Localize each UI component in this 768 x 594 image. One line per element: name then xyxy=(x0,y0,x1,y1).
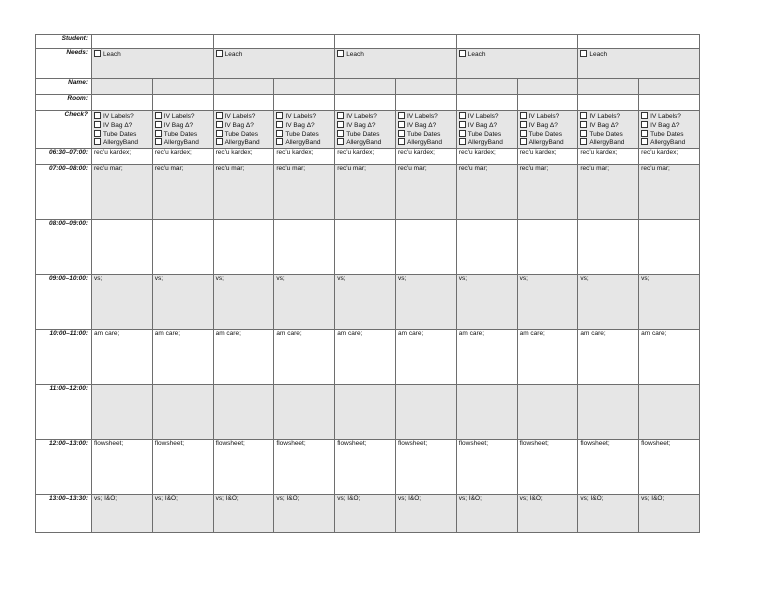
check-item-checkbox[interactable] xyxy=(216,121,223,128)
schedule-row xyxy=(36,149,700,165)
check-item-checkbox[interactable] xyxy=(337,130,344,137)
schedule-cell[interactable] xyxy=(92,220,153,275)
room-cell[interactable] xyxy=(639,95,700,111)
schedule-cell[interactable]: rec'u kardex; xyxy=(92,149,153,165)
room-cell[interactable] xyxy=(578,95,639,111)
schedule-cell[interactable]: rec'u kardex; xyxy=(335,149,396,165)
check-cell xyxy=(213,111,274,149)
schedule-cell[interactable] xyxy=(456,220,517,275)
leach-checkbox[interactable] xyxy=(580,50,587,57)
name-cell[interactable] xyxy=(517,79,578,95)
check-item xyxy=(337,112,393,121)
schedule-cell[interactable]: vs; xyxy=(335,275,396,330)
schedule-cell[interactable]: vs; I&O; xyxy=(274,495,335,533)
schedule-cell[interactable] xyxy=(152,220,213,275)
time-slot-label: 06:30–07:00: xyxy=(36,149,92,165)
schedule-cell[interactable] xyxy=(213,385,274,440)
schedule-cell[interactable] xyxy=(92,385,153,440)
check-item-label: AllergyBand xyxy=(589,139,625,147)
check-item-checkbox[interactable] xyxy=(459,138,466,145)
check-item xyxy=(641,121,697,130)
schedule-cell[interactable]: vs; xyxy=(639,275,700,330)
student-cell[interactable] xyxy=(335,35,457,49)
schedule-cell[interactable]: rec'u kardex; xyxy=(456,149,517,165)
time-slot-label: 12:00–13:00: xyxy=(36,440,92,495)
check-item-label: IV Labels? xyxy=(103,113,134,120)
schedule-cell[interactable]: rec'u mar; xyxy=(456,165,517,220)
check-item-checkbox[interactable] xyxy=(276,112,283,119)
check-item-checkbox[interactable] xyxy=(155,130,162,137)
schedule-cell[interactable]: flowsheet; xyxy=(395,440,456,495)
check-item xyxy=(398,130,454,139)
schedule-cell[interactable]: flowsheet; xyxy=(274,440,335,495)
check-item-checkbox[interactable] xyxy=(94,138,101,145)
room-cell[interactable] xyxy=(274,95,335,111)
schedule-cell[interactable]: flowsheet; xyxy=(639,440,700,495)
check-item-checkbox[interactable] xyxy=(520,130,527,137)
check-item-checkbox[interactable] xyxy=(155,138,162,145)
check-cell xyxy=(152,111,213,149)
check-item xyxy=(94,112,150,121)
check-item-checkbox[interactable] xyxy=(155,112,162,119)
check-item xyxy=(155,121,211,130)
schedule-cell[interactable] xyxy=(395,385,456,440)
schedule-cell[interactable]: rec'u mar; xyxy=(578,165,639,220)
schedule-cell[interactable]: flowsheet; xyxy=(92,440,153,495)
check-item-label: Tube Dates xyxy=(224,130,258,138)
schedule-row xyxy=(36,495,700,533)
schedule-cell[interactable]: am care; xyxy=(517,330,578,385)
check-item-label: IV Labels? xyxy=(346,113,377,120)
check-item-checkbox[interactable] xyxy=(459,130,466,137)
check-item-checkbox[interactable] xyxy=(398,112,405,119)
schedule-cell[interactable]: vs; I&O; xyxy=(395,495,456,533)
leach-checkbox[interactable] xyxy=(216,50,223,57)
check-item-checkbox[interactable] xyxy=(155,121,162,128)
check-item-label: IV Labels? xyxy=(224,113,256,120)
check-cell xyxy=(92,111,153,149)
check-item-checkbox[interactable] xyxy=(641,130,648,137)
student-row xyxy=(36,35,700,49)
check-cell xyxy=(639,111,700,149)
check-item-label: IV Bag Δ? xyxy=(285,121,315,129)
schedule-cell[interactable]: am care; xyxy=(456,330,517,385)
schedule-cell[interactable]: flowsheet; xyxy=(517,440,578,495)
check-item-label: AllergyBand xyxy=(103,139,139,147)
check-item-checkbox[interactable] xyxy=(520,112,527,119)
time-slot-label: 13:00–13:30: xyxy=(36,495,92,533)
check-item-label: IV Bag Δ? xyxy=(650,121,680,129)
schedule-cell[interactable]: rec'u kardex; xyxy=(395,149,456,165)
student-cell[interactable] xyxy=(213,35,335,49)
schedule-cell[interactable] xyxy=(335,220,396,275)
leach-checkbox[interactable] xyxy=(459,50,466,57)
check-item xyxy=(459,138,515,147)
check-item xyxy=(398,121,454,130)
check-item-label: IV Bag Δ? xyxy=(589,121,619,129)
leach-label: Leach xyxy=(103,51,121,58)
check-item-label: AllergyBand xyxy=(406,139,443,147)
needs-cell xyxy=(335,49,457,79)
check-item-checkbox[interactable] xyxy=(94,130,101,137)
schedule-cell[interactable]: rec'u mar; xyxy=(152,165,213,220)
check-item xyxy=(580,130,636,139)
check-item-checkbox[interactable] xyxy=(520,138,527,145)
schedule-cell[interactable]: vs; xyxy=(578,275,639,330)
schedule-row xyxy=(36,220,700,275)
check-item-label: IV Bag Δ? xyxy=(528,121,558,129)
leach-label: Leach xyxy=(224,51,243,58)
student-cell[interactable] xyxy=(456,35,578,49)
check-item-label: IV Labels? xyxy=(406,113,438,120)
leach-label: Leach xyxy=(467,51,486,58)
check-cell xyxy=(517,111,578,149)
room-cell[interactable] xyxy=(517,95,578,111)
check-item-checkbox[interactable] xyxy=(398,121,405,128)
check-item-checkbox[interactable] xyxy=(580,121,587,128)
check-item xyxy=(580,121,636,130)
schedule-cell[interactable]: vs; xyxy=(395,275,456,330)
check-item xyxy=(398,138,454,147)
check-item-label: IV Labels? xyxy=(650,113,681,120)
check-item-label: Tube Dates xyxy=(406,130,441,138)
room-cell[interactable] xyxy=(456,95,517,111)
schedule-cell[interactable]: flowsheet; xyxy=(213,440,274,495)
schedule-cell[interactable] xyxy=(335,385,396,440)
check-cell xyxy=(578,111,639,149)
check-item-label: IV Bag Δ? xyxy=(406,121,437,129)
name-cell[interactable] xyxy=(152,79,213,95)
check-item-checkbox[interactable] xyxy=(580,130,587,137)
check-item xyxy=(580,112,636,121)
name-cell[interactable] xyxy=(274,79,335,95)
check-item-label: AllergyBand xyxy=(163,139,199,147)
schedule-cell[interactable]: rec'u mar; xyxy=(213,165,274,220)
check-item-checkbox[interactable] xyxy=(398,138,405,145)
schedule-cell[interactable] xyxy=(213,220,274,275)
check-item-checkbox[interactable] xyxy=(398,130,405,137)
check-item xyxy=(276,112,332,121)
needs-cell xyxy=(578,49,700,79)
schedule-row xyxy=(36,165,700,220)
nursing-schedule-table xyxy=(35,34,700,533)
name-cell[interactable] xyxy=(92,79,153,95)
check-item-label: AllergyBand xyxy=(650,139,686,147)
check-item-label: IV Labels? xyxy=(163,113,195,120)
time-slot-label: 11:00–12:00: xyxy=(36,385,92,440)
room-cell[interactable] xyxy=(395,95,456,111)
check-row xyxy=(36,111,700,149)
time-slot-label: 09:00–10:00: xyxy=(36,275,92,330)
name-cell[interactable] xyxy=(335,79,396,95)
check-item xyxy=(520,130,576,139)
check-item-label: Tube Dates xyxy=(163,130,198,138)
check-item xyxy=(216,138,272,147)
check-item-checkbox[interactable] xyxy=(641,138,648,145)
schedule-cell[interactable]: rec'u mar; xyxy=(395,165,456,220)
check-item-label: AllergyBand xyxy=(285,139,321,147)
name-label: Name: xyxy=(36,79,92,95)
schedule-cell[interactable] xyxy=(639,385,700,440)
check-item-checkbox[interactable] xyxy=(580,138,587,145)
schedule-cell[interactable] xyxy=(517,220,578,275)
needs-cell xyxy=(213,49,335,79)
check-item-checkbox[interactable] xyxy=(641,112,648,119)
check-item-checkbox[interactable] xyxy=(216,112,223,119)
student-cell[interactable] xyxy=(92,35,214,49)
check-item-label: Tube Dates xyxy=(650,130,684,138)
schedule-cell[interactable]: am care; xyxy=(578,330,639,385)
needs-cell xyxy=(92,49,214,79)
schedule-cell[interactable]: rec'u mar; xyxy=(92,165,153,220)
check-item-checkbox[interactable] xyxy=(580,112,587,119)
check-item-label: Tube Dates xyxy=(346,130,380,138)
schedule-row xyxy=(36,385,700,440)
check-item xyxy=(216,121,272,130)
schedule-cell[interactable]: rec'u kardex; xyxy=(274,149,335,165)
check-item-label: IV Labels? xyxy=(285,113,317,120)
check-item-label: IV Bag Δ? xyxy=(467,121,498,129)
schedule-cell[interactable]: rec'u mar; xyxy=(639,165,700,220)
check-item-checkbox[interactable] xyxy=(459,121,466,128)
student-label: Student: xyxy=(36,35,92,49)
name-cell[interactable] xyxy=(213,79,274,95)
schedule-cell[interactable]: flowsheet; xyxy=(335,440,396,495)
check-cell xyxy=(395,111,456,149)
check-cell xyxy=(456,111,517,149)
check-item-label: AllergyBand xyxy=(346,139,382,147)
time-slot-label: 07:00–08:00: xyxy=(36,165,92,220)
schedule-cell[interactable]: rec'u kardex; xyxy=(213,149,274,165)
schedule-cell[interactable]: vs; I&O; xyxy=(639,495,700,533)
leach-label: Leach xyxy=(589,51,608,58)
schedule-cell[interactable] xyxy=(152,385,213,440)
check-item-label: Tube Dates xyxy=(103,130,137,138)
check-item-label: AllergyBand xyxy=(224,139,260,147)
schedule-cell[interactable]: rec'u kardex; xyxy=(639,149,700,165)
check-item-checkbox[interactable] xyxy=(337,112,344,119)
check-item-checkbox[interactable] xyxy=(276,138,283,145)
check-item-label: IV Bag Δ? xyxy=(346,121,376,129)
check-item xyxy=(398,112,454,121)
check-item-checkbox[interactable] xyxy=(337,121,344,128)
check-item-label: IV Bag Δ? xyxy=(163,121,194,129)
name-row xyxy=(36,79,700,95)
name-cell[interactable] xyxy=(395,79,456,95)
schedule-cell[interactable] xyxy=(274,220,335,275)
schedule-cell[interactable]: vs; xyxy=(274,275,335,330)
check-item-label: IV Bag Δ? xyxy=(224,121,254,129)
check-item-checkbox[interactable] xyxy=(216,138,223,145)
schedule-cell[interactable]: vs; xyxy=(517,275,578,330)
needs-label: Needs: xyxy=(36,49,92,79)
check-item xyxy=(641,138,697,147)
check-item xyxy=(94,130,150,139)
name-cell[interactable] xyxy=(639,79,700,95)
check-item-label: Tube Dates xyxy=(589,130,623,138)
schedule-cell[interactable] xyxy=(517,385,578,440)
schedule-cell[interactable] xyxy=(639,220,700,275)
check-item-label: IV Labels? xyxy=(528,113,560,120)
check-item xyxy=(337,130,393,139)
check-item-label: Tube Dates xyxy=(285,130,319,138)
student-cell[interactable] xyxy=(578,35,700,49)
check-item-label: AllergyBand xyxy=(467,139,503,147)
check-item xyxy=(276,130,332,139)
check-cell xyxy=(335,111,396,149)
check-item-label: Tube Dates xyxy=(467,130,502,138)
check-item-checkbox[interactable] xyxy=(94,112,101,119)
check-item xyxy=(459,130,515,139)
check-item xyxy=(216,112,272,121)
schedule-cell[interactable]: am care; xyxy=(274,330,335,385)
check-label: Check? xyxy=(36,111,92,149)
check-item-checkbox[interactable] xyxy=(337,138,344,145)
check-item xyxy=(94,121,150,130)
schedule-cell[interactable]: flowsheet; xyxy=(152,440,213,495)
check-item xyxy=(520,138,576,147)
schedule-cell[interactable] xyxy=(456,385,517,440)
check-cell xyxy=(274,111,335,149)
check-item xyxy=(641,130,697,139)
check-item xyxy=(459,112,515,121)
check-item xyxy=(155,138,211,147)
schedule-cell[interactable]: vs; I&O; xyxy=(92,495,153,533)
check-item xyxy=(276,138,332,147)
check-item xyxy=(520,112,576,121)
schedule-cell[interactable]: am care; xyxy=(213,330,274,385)
check-item-checkbox[interactable] xyxy=(216,130,223,137)
schedule-cell[interactable]: vs; xyxy=(92,275,153,330)
schedule-row xyxy=(36,330,700,385)
schedule-cell[interactable]: rec'u mar; xyxy=(335,165,396,220)
schedule-cell[interactable] xyxy=(395,220,456,275)
check-item-checkbox[interactable] xyxy=(641,121,648,128)
check-item-label: AllergyBand xyxy=(528,139,564,147)
schedule-row xyxy=(36,275,700,330)
schedule-cell[interactable]: vs; I&O; xyxy=(517,495,578,533)
schedule-cell[interactable]: rec'u kardex; xyxy=(578,149,639,165)
schedule-row xyxy=(36,440,700,495)
check-item-checkbox[interactable] xyxy=(276,130,283,137)
schedule-cell[interactable]: vs; xyxy=(213,275,274,330)
check-item xyxy=(94,138,150,147)
check-item xyxy=(641,112,697,121)
room-cell[interactable] xyxy=(335,95,396,111)
time-slot-label: 08:00–09:00: xyxy=(36,220,92,275)
schedule-cell[interactable] xyxy=(578,220,639,275)
leach-checkbox[interactable] xyxy=(337,50,344,57)
needs-row xyxy=(36,49,700,79)
schedule-cell[interactable] xyxy=(274,385,335,440)
room-label: Room: xyxy=(36,95,92,111)
room-row xyxy=(36,95,700,111)
leach-label: Leach xyxy=(346,51,364,58)
check-item xyxy=(337,121,393,130)
schedule-cell[interactable]: vs; xyxy=(456,275,517,330)
schedule-cell[interactable]: vs; I&O; xyxy=(152,495,213,533)
check-item-label: IV Bag Δ? xyxy=(103,121,133,129)
time-slot-label: 10:00–11:00: xyxy=(36,330,92,385)
name-cell[interactable] xyxy=(456,79,517,95)
check-item xyxy=(276,121,332,130)
room-cell[interactable] xyxy=(92,95,153,111)
check-item-label: IV Labels? xyxy=(589,113,621,120)
check-item xyxy=(155,112,211,121)
name-cell[interactable] xyxy=(578,79,639,95)
room-cell[interactable] xyxy=(152,95,213,111)
check-item-label: Tube Dates xyxy=(528,130,562,138)
schedule-cell[interactable]: vs; I&O; xyxy=(456,495,517,533)
check-item xyxy=(459,121,515,130)
schedule-cell[interactable]: flowsheet; xyxy=(456,440,517,495)
check-item xyxy=(216,130,272,139)
check-item-label: IV Labels? xyxy=(467,113,499,120)
check-item xyxy=(155,130,211,139)
schedule-cell[interactable]: am care; xyxy=(335,330,396,385)
check-item xyxy=(520,121,576,130)
check-item-checkbox[interactable] xyxy=(459,112,466,119)
schedule-cell[interactable]: am care; xyxy=(395,330,456,385)
schedule-cell[interactable] xyxy=(578,385,639,440)
schedule-cell[interactable]: vs; xyxy=(152,275,213,330)
schedule-cell[interactable]: vs; I&O; xyxy=(335,495,396,533)
schedule-cell[interactable]: flowsheet; xyxy=(578,440,639,495)
schedule-cell[interactable]: vs; I&O; xyxy=(213,495,274,533)
check-item-checkbox[interactable] xyxy=(520,121,527,128)
room-cell[interactable] xyxy=(213,95,274,111)
leach-checkbox[interactable] xyxy=(94,50,101,57)
schedule-cell[interactable]: am care; xyxy=(92,330,153,385)
schedule-cell[interactable]: vs; I&O; xyxy=(578,495,639,533)
schedule-cell[interactable]: rec'u mar; xyxy=(517,165,578,220)
schedule-cell[interactable]: rec'u kardex; xyxy=(152,149,213,165)
check-item xyxy=(580,138,636,147)
schedule-cell[interactable]: am care; xyxy=(639,330,700,385)
schedule-cell[interactable]: am care; xyxy=(152,330,213,385)
check-item xyxy=(337,138,393,147)
check-item-checkbox[interactable] xyxy=(276,121,283,128)
schedule-cell[interactable]: rec'u mar; xyxy=(274,165,335,220)
schedule-cell[interactable]: rec'u kardex; xyxy=(517,149,578,165)
check-item-checkbox[interactable] xyxy=(94,121,101,128)
needs-cell xyxy=(456,49,578,79)
